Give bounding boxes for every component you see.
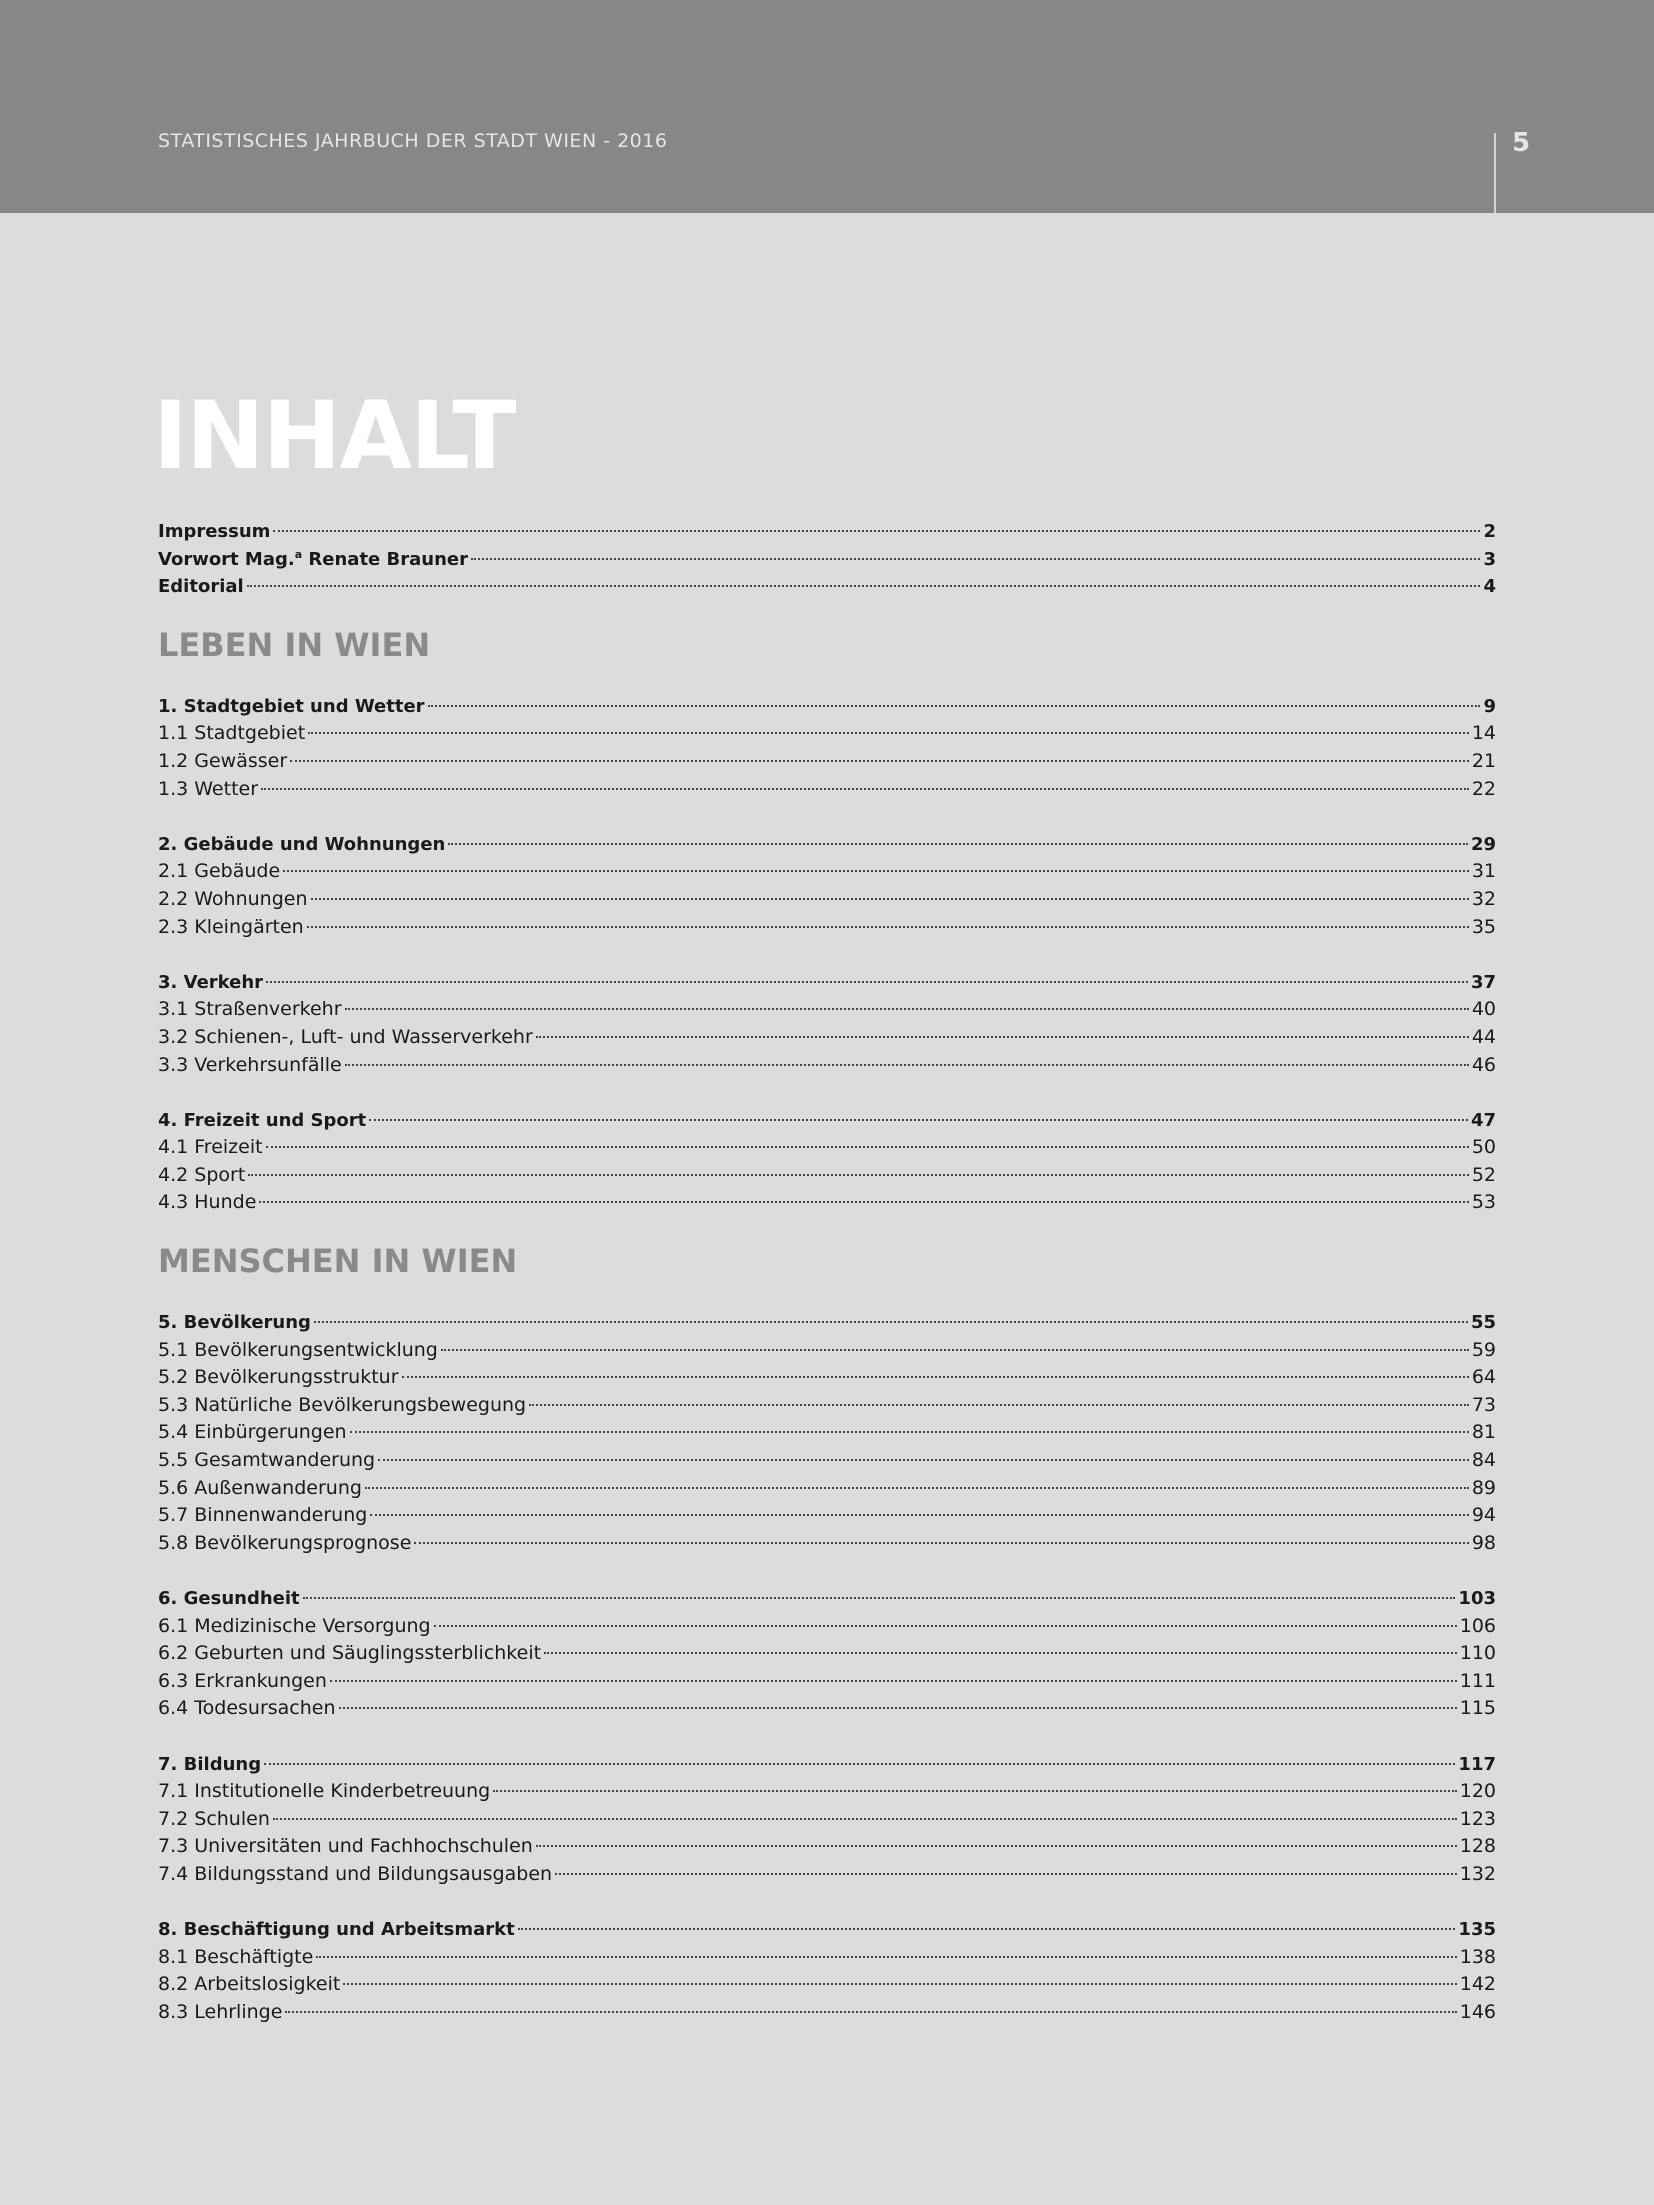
part-heading: LEBEN IN WIEN xyxy=(158,625,431,664)
toc-entry-page: 4 xyxy=(1483,576,1496,598)
dot-leader xyxy=(339,1707,1457,1709)
toc-entry-page: 138 xyxy=(1459,1945,1496,1968)
chapter-spacer xyxy=(158,941,1496,969)
dot-leader xyxy=(536,1845,1457,1847)
toc-entry-page: 46 xyxy=(1471,1053,1496,1076)
chapter-spacer xyxy=(158,1889,1496,1917)
toc-entry-label: 4.3 Hunde xyxy=(158,1191,257,1214)
toc-entry-page: 50 xyxy=(1471,1136,1496,1159)
toc-entry-label: 5.6 Außenwanderung xyxy=(158,1476,362,1499)
toc-section-entry[interactable] xyxy=(158,1134,1496,1162)
toc-entry-page: 115 xyxy=(1459,1697,1496,1720)
toc-entry-label: 6.4 Todesursachen xyxy=(158,1697,336,1720)
running-title: STATISTISCHES JAHRBUCH DER STADT WIEN - 2016 xyxy=(158,130,668,152)
dot-leader xyxy=(536,1036,1469,1038)
toc-entry-page: 35 xyxy=(1471,915,1496,938)
dot-leader xyxy=(303,1597,1456,1599)
toc-section-entry[interactable] xyxy=(158,1447,1496,1475)
dot-leader xyxy=(434,1625,1457,1627)
dot-leader xyxy=(248,1174,1469,1176)
dot-leader xyxy=(544,1652,1457,1654)
dot-leader xyxy=(370,1514,1468,1516)
toc-entry-page: 84 xyxy=(1471,1449,1496,1472)
toc-entry-label: 4. Freizeit und Sport xyxy=(158,1109,367,1131)
toc-section-entry[interactable] xyxy=(158,776,1496,804)
toc-entry-page: 132 xyxy=(1459,1862,1496,1885)
toc-section-entry[interactable] xyxy=(158,1999,1496,2027)
dot-leader xyxy=(307,926,1469,928)
toc-entry-page: 111 xyxy=(1459,1669,1496,1692)
toc-section-entry[interactable] xyxy=(158,1052,1496,1080)
toc-entry-page: 22 xyxy=(1471,777,1496,800)
toc-section-entry[interactable] xyxy=(158,1475,1496,1503)
toc-entry-page: 37 xyxy=(1470,971,1496,993)
toc-section-entry[interactable] xyxy=(158,1024,1496,1052)
toc-entry-label: 4.2 Sport xyxy=(158,1163,246,1186)
toc-section-entry[interactable] xyxy=(158,1419,1496,1447)
toc-entry-label: 6.2 Geburten und Säuglingssterblichkeit xyxy=(158,1642,542,1665)
dot-leader xyxy=(273,530,1480,532)
toc-entry-label: 7.3 Universitäten und Fachhochschulen xyxy=(158,1835,533,1858)
toc-entry-page: 29 xyxy=(1470,833,1496,855)
toc-entry-label: 1.1 Stadtgebiet xyxy=(158,722,306,745)
dot-leader xyxy=(273,1818,1457,1820)
header-divider xyxy=(1494,133,1496,213)
toc-entry-label: 2.3 Kleingärten xyxy=(158,915,304,938)
toc-entry-label: Editorial xyxy=(158,576,244,598)
dot-leader xyxy=(345,1064,1469,1066)
dot-leader xyxy=(264,1763,1455,1765)
toc-section-entry[interactable] xyxy=(158,1695,1496,1723)
toc-entry-page: 53 xyxy=(1471,1191,1496,1214)
toc-entry-label: 5.2 Bevölkerungsstruktur xyxy=(158,1366,399,1389)
toc-entry-label: 6.1 Medizinische Versorgung xyxy=(158,1614,431,1637)
toc-entry-label: 5. Bevölkerung xyxy=(158,1312,311,1334)
dot-leader xyxy=(365,1487,1469,1489)
toc-entry-page: 103 xyxy=(1458,1588,1496,1609)
toc-entry-page: 146 xyxy=(1459,2000,1496,2023)
toc-entry-page: 94 xyxy=(1471,1504,1496,1527)
toc-entry-page: 123 xyxy=(1459,1807,1496,1830)
toc-entry-page: 32 xyxy=(1471,887,1496,910)
toc-section-entry[interactable] xyxy=(158,1189,1496,1217)
toc-front-matter-entry[interactable] xyxy=(158,573,1496,601)
toc-section-entry[interactable] xyxy=(158,1337,1496,1365)
toc-entry-label: 5.5 Gesamtwanderung xyxy=(158,1449,376,1472)
toc-chapter-entry[interactable] xyxy=(158,831,1496,859)
toc-section-entry[interactable] xyxy=(158,1162,1496,1190)
toc-entry-label: Vorwort Mag.$^a$ Renate Brauner xyxy=(158,547,468,570)
chapter-spacer xyxy=(158,1557,1496,1585)
dot-leader xyxy=(343,1983,1456,1985)
toc-entry-page: 64 xyxy=(1471,1366,1496,1389)
dot-leader xyxy=(441,1349,1469,1351)
toc-front-matter-entry[interactable] xyxy=(158,546,1496,574)
toc-entry-label: 7.4 Bildungsstand und Bildungsausgaben xyxy=(158,1862,553,1885)
toc-section-entry[interactable] xyxy=(158,996,1496,1024)
toc-entry-page: 142 xyxy=(1459,1973,1496,1996)
dot-leader xyxy=(402,1376,1469,1378)
toc-entry-label: 5.1 Bevölkerungsentwicklung xyxy=(158,1338,438,1361)
page-number: 5 xyxy=(1512,128,1531,158)
chapter-spacer xyxy=(158,1723,1496,1751)
toc-entry-page: 31 xyxy=(1471,860,1496,883)
table-of-contents xyxy=(158,518,1496,2027)
dot-leader xyxy=(448,843,1468,845)
toc-entry-page: 128 xyxy=(1459,1835,1496,1858)
dot-leader xyxy=(259,1201,1468,1203)
toc-entry-label: 6. Gesundheit xyxy=(158,1588,300,1609)
toc-entry-label: 5.3 Natürliche Bevölkerungsbewegung xyxy=(158,1393,527,1416)
header-band xyxy=(0,0,1654,213)
toc-entry-page: 110 xyxy=(1459,1642,1496,1665)
dot-leader xyxy=(266,1146,1469,1148)
toc-entry-label: 6.3 Erkrankungen xyxy=(158,1669,327,1692)
toc-section-entry[interactable] xyxy=(158,1668,1496,1696)
toc-section-entry[interactable] xyxy=(158,1502,1496,1530)
toc-section-entry[interactable] xyxy=(158,748,1496,776)
dot-leader xyxy=(414,1542,1468,1544)
toc-entry-page: 40 xyxy=(1471,998,1496,1021)
dot-leader xyxy=(308,732,1469,734)
chapter-spacer xyxy=(158,1079,1496,1107)
toc-section-entry[interactable] xyxy=(158,1806,1496,1834)
toc-chapter-entry[interactable] xyxy=(158,693,1496,721)
toc-entry-page: 2 xyxy=(1483,521,1496,542)
toc-entry-page: 3 xyxy=(1483,548,1496,570)
toc-section-entry[interactable] xyxy=(158,1778,1496,1806)
toc-entry-label: 3.3 Verkehrsunfälle xyxy=(158,1053,342,1076)
toc-entry-label: 7. Bildung xyxy=(158,1753,262,1775)
toc-section-entry[interactable] xyxy=(158,720,1496,748)
toc-entry-page: 14 xyxy=(1471,722,1496,745)
toc-entry-label: 5.7 Binnenwanderung xyxy=(158,1504,368,1527)
toc-entry-page: 73 xyxy=(1471,1393,1496,1416)
toc-entry-label: 3. Verkehr xyxy=(158,971,264,993)
toc-entry-label: Impressum xyxy=(158,521,271,542)
page-title: INHALT xyxy=(153,382,515,491)
toc-section-entry[interactable] xyxy=(158,1861,1496,1889)
toc-entry-page: 21 xyxy=(1471,749,1496,772)
toc-entry-label: 3.1 Straßenverkehr xyxy=(158,998,342,1021)
toc-entry-label: 2.1 Gebäude xyxy=(158,860,281,883)
toc-entry-page: 89 xyxy=(1471,1476,1496,1499)
toc-section-entry[interactable] xyxy=(158,1613,1496,1641)
dot-leader xyxy=(314,1321,1468,1323)
toc-entry-page: 120 xyxy=(1459,1780,1496,1803)
toc-entry-page: 9 xyxy=(1483,695,1496,717)
toc-entry-page: 98 xyxy=(1471,1531,1496,1554)
toc-entry-label: 7.2 Schulen xyxy=(158,1807,270,1830)
toc-entry-page: 52 xyxy=(1471,1163,1496,1186)
toc-entry-page: 135 xyxy=(1458,1919,1496,1941)
dot-leader xyxy=(471,558,1480,560)
toc-entry-label: 1.3 Wetter xyxy=(158,777,259,800)
dot-leader xyxy=(316,1956,1456,1958)
toc-entry-page: 106 xyxy=(1459,1614,1496,1637)
toc-entry-label: 2.2 Wohnungen xyxy=(158,887,308,910)
dot-leader xyxy=(493,1790,1457,1792)
toc-entry-label: 3.2 Schienen-, Luft- und Wasserverkehr xyxy=(158,1025,533,1048)
dot-leader xyxy=(290,760,1469,762)
toc-section-entry[interactable] xyxy=(158,1971,1496,1999)
toc-chapter-entry[interactable] xyxy=(158,1309,1496,1337)
toc-entry-label: 5.4 Einbürgerungen xyxy=(158,1421,347,1444)
toc-entry-page: 117 xyxy=(1458,1753,1496,1775)
toc-entry-label: 8.3 Lehrlinge xyxy=(158,2000,283,2023)
dot-leader xyxy=(555,1873,1457,1875)
toc-entry-label: 4.1 Freizeit xyxy=(158,1136,263,1159)
dot-leader xyxy=(529,1404,1469,1406)
toc-section-entry[interactable] xyxy=(158,914,1496,942)
part-heading: MENSCHEN IN WIEN xyxy=(158,1242,518,1281)
dot-leader xyxy=(283,870,1469,872)
dot-leader xyxy=(261,788,1469,790)
toc-entry-label: 1.2 Gewässer xyxy=(158,749,288,772)
toc-entry-label: 7.1 Institutionelle Kinderbetreuung xyxy=(158,1780,491,1803)
toc-section-entry[interactable] xyxy=(158,1833,1496,1861)
toc-entry-page: 47 xyxy=(1470,1109,1496,1131)
toc-entry-page: 44 xyxy=(1471,1025,1496,1048)
chapter-spacer xyxy=(158,803,1496,831)
toc-entry-label: 8.2 Arbeitslosigkeit xyxy=(158,1973,341,1996)
toc-entry-label: 8.1 Beschäftigte xyxy=(158,1945,314,1968)
toc-section-entry[interactable] xyxy=(158,1364,1496,1392)
dot-leader xyxy=(518,1928,1456,1930)
toc-entry-label: 8. Beschäftigung und Arbeitsmarkt xyxy=(158,1919,515,1941)
toc-section-entry[interactable] xyxy=(158,858,1496,886)
toc-entry-label: 1. Stadtgebiet und Wetter xyxy=(158,695,425,717)
dot-leader xyxy=(266,981,1468,983)
toc-entry-label: 2. Gebäude und Wohnungen xyxy=(158,833,446,855)
dot-leader xyxy=(345,1008,1469,1010)
dot-leader xyxy=(247,585,1481,587)
dot-leader xyxy=(285,2011,1456,2013)
toc-chapter-entry[interactable] xyxy=(158,1916,1496,1944)
toc-entry-page: 59 xyxy=(1471,1338,1496,1361)
toc-section-entry[interactable] xyxy=(158,1392,1496,1420)
toc-entry-label: 5.8 Bevölkerungsprognose xyxy=(158,1531,412,1554)
toc-front-matter-entry[interactable] xyxy=(158,518,1496,546)
toc-chapter-entry[interactable] xyxy=(158,1585,1496,1613)
toc-section-entry[interactable] xyxy=(158,886,1496,914)
toc-chapter-entry[interactable] xyxy=(158,969,1496,997)
toc-section-entry[interactable] xyxy=(158,1944,1496,1972)
dot-leader xyxy=(311,898,1469,900)
dot-leader xyxy=(378,1459,1469,1461)
dot-leader xyxy=(330,1680,1457,1682)
toc-section-entry[interactable] xyxy=(158,1530,1496,1558)
dot-leader xyxy=(369,1119,1468,1121)
toc-chapter-entry[interactable] xyxy=(158,1107,1496,1135)
toc-chapter-entry[interactable] xyxy=(158,1751,1496,1779)
dot-leader xyxy=(350,1431,1469,1433)
dot-leader xyxy=(428,705,1481,707)
toc-entry-page: 81 xyxy=(1471,1421,1496,1444)
toc-entry-page: 55 xyxy=(1470,1312,1496,1334)
toc-section-entry[interactable] xyxy=(158,1640,1496,1668)
